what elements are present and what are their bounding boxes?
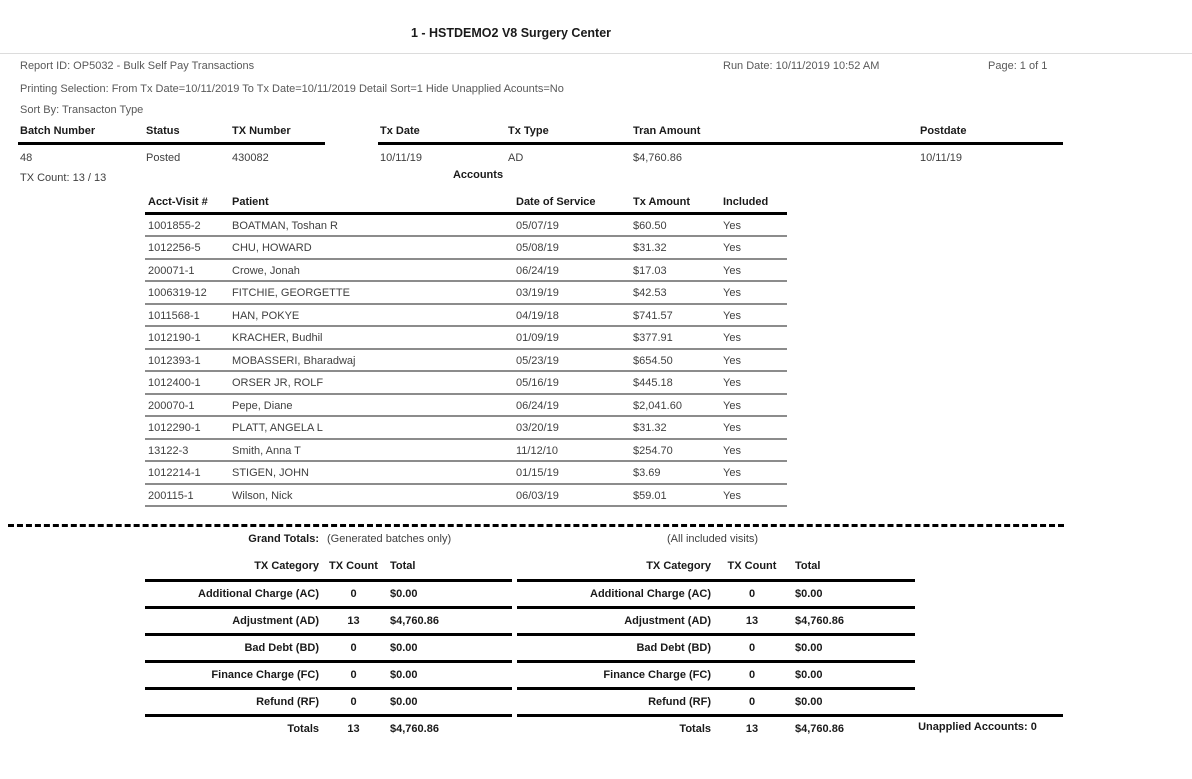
- tx-amount-cell: $31.32: [633, 422, 667, 434]
- included-cell: Yes: [723, 309, 741, 322]
- tran-amount-cell: $4,760.86: [633, 152, 682, 164]
- totals-count-cell: 13: [745, 723, 759, 735]
- tx-amount-cell: $60.50: [633, 219, 667, 232]
- date-of-service-cell: 05/16/19: [516, 377, 559, 389]
- unapplied-accounts-line: [880, 714, 1063, 717]
- tran-amount-header: Tran Amount: [633, 125, 701, 137]
- accounts-section-label: Accounts: [452, 169, 504, 181]
- date-of-service-cell: 06/24/19: [516, 399, 559, 412]
- date-of-service-cell: 05/23/19: [516, 354, 559, 367]
- totals-amount-cell: $4,760.86: [795, 723, 844, 735]
- included-totals-table: [517, 557, 915, 741]
- tx-category-cell: Adjustment (AD): [624, 615, 711, 627]
- tx-amount-cell: $31.32: [633, 242, 667, 254]
- date-of-service-cell: 01/09/19: [516, 332, 559, 344]
- table-row: [145, 440, 787, 463]
- tx-amount-cell: $3.69: [633, 467, 661, 479]
- date-of-service-header: Date of Service: [516, 196, 596, 208]
- tx-number-cell: 430082: [232, 152, 269, 164]
- unapplied-accounts: Unapplied Accounts: 0: [918, 721, 1037, 733]
- included-cell: Yes: [723, 219, 741, 232]
- patient-cell: BOATMAN, Toshan R: [232, 219, 338, 232]
- section-dashed-divider: [8, 524, 1064, 527]
- tx-count-cell: 0: [748, 696, 756, 708]
- tx-count-cell: 0: [350, 642, 357, 654]
- tx-type-header: Tx Type: [508, 125, 549, 137]
- accounts-rows: [145, 215, 787, 508]
- sort-by: Sort By: Transacton Type: [20, 104, 144, 116]
- totals-table-row: [517, 609, 915, 633]
- included-cell: Yes: [723, 444, 741, 457]
- table-row: [145, 350, 787, 373]
- included-cell: Yes: [723, 489, 741, 502]
- patient-cell: Wilson, Nick: [232, 489, 293, 502]
- total-cell: $0.00: [390, 669, 418, 681]
- patient-cell: CHU, HOWARD: [232, 242, 312, 254]
- accounts-table: [145, 195, 787, 507]
- totals-header-row: [517, 557, 915, 579]
- generated-batches-note: (Generated batches only): [327, 533, 452, 545]
- table-row: [145, 372, 787, 395]
- tx-category-cell: Bad Debt (BD): [244, 642, 319, 654]
- tx-amount-cell: $445.18: [633, 377, 673, 389]
- total-cell: $0.00: [795, 669, 823, 681]
- table-row: [145, 215, 787, 238]
- tx-amount-cell: $59.01: [633, 489, 667, 502]
- patient-cell: Crowe, Jonah: [232, 264, 300, 277]
- date-of-service-cell: 05/08/19: [516, 242, 559, 254]
- report-id: Report ID: OP5032 - Bulk Self Pay Transactions: [20, 60, 255, 72]
- page-number: Page: 1 of 1: [988, 60, 1048, 72]
- tx-category-cell: Refund (RF): [648, 696, 711, 708]
- status-header: Status: [146, 125, 180, 137]
- batch-header-underline-right: [378, 142, 1063, 145]
- totals-table-row: [145, 636, 512, 660]
- included-cell: Yes: [723, 242, 741, 254]
- tx-number-header: TX Number: [232, 125, 291, 137]
- total-cell: $0.00: [390, 642, 418, 654]
- batch-table: [20, 124, 1064, 165]
- patient-cell: Smith, Anna T: [232, 444, 301, 457]
- acct-visit-cell: 13122-3: [148, 444, 189, 457]
- table-row: [145, 260, 787, 283]
- tx-category-cell: Additional Charge (AC): [198, 588, 319, 600]
- totals-label-cell: Totals: [679, 723, 711, 735]
- patient-cell: KRACHER, Budhil: [232, 332, 323, 344]
- status-cell: Posted: [146, 152, 181, 164]
- tx-amount-cell: $741.57: [633, 309, 673, 322]
- totals-table-row: [517, 582, 915, 606]
- total-cell: $0.00: [390, 696, 418, 708]
- tx-amount-cell: $254.70: [633, 444, 673, 457]
- patient-cell: FITCHIE, GEORGETTE: [232, 287, 350, 299]
- tx-count-header: TX Count: [329, 560, 378, 572]
- header-divider: [0, 53, 1192, 54]
- all-included-visits-note: (All included visits): [667, 533, 759, 545]
- accounts-header-row: [145, 195, 787, 212]
- date-of-service-cell: 05/07/19: [516, 219, 559, 232]
- total-cell: $0.00: [795, 642, 823, 654]
- totals-table-row: [517, 636, 915, 660]
- total-cell: $0.00: [795, 588, 823, 600]
- tx-count-cell: 0: [350, 588, 357, 600]
- date-of-service-cell: 04/19/18: [516, 309, 559, 322]
- tx-type-cell: AD: [508, 152, 524, 164]
- date-of-service-cell: 11/12/10: [516, 444, 559, 457]
- acct-visit-cell: 1012214-1: [148, 467, 201, 479]
- batch-number-header: Batch Number: [20, 125, 96, 137]
- date-of-service-cell: 03/20/19: [516, 422, 559, 434]
- tx-category-header: TX Category: [254, 560, 319, 572]
- acct-visit-cell: 1012393-1: [148, 354, 201, 367]
- tx-count-cell: 0: [748, 588, 756, 600]
- printing-selection: Printing Selection: From Tx Date=10/11/2019 To Tx Date=10/11/2019 Detail Sort=1 Hide Unapplied Acounts=No: [20, 83, 564, 95]
- tx-amount-cell: $42.53: [633, 287, 667, 299]
- included-cell: Yes: [723, 422, 741, 434]
- patient-cell: Pepe, Diane: [232, 399, 293, 412]
- totals-summary-row: [145, 717, 512, 741]
- total-header: Total: [390, 560, 416, 572]
- tx-category-header: TX Category: [646, 560, 711, 572]
- acct-visit-cell: 1012290-1: [148, 422, 201, 434]
- date-of-service-cell: 06/03/19: [516, 489, 559, 502]
- tx-count-cell: 0: [748, 642, 756, 654]
- acct-visit-cell: 1012190-1: [148, 332, 201, 344]
- page-title: 1 - HSTDEMO2 V8 Surgery Center: [410, 26, 612, 40]
- tx-amount-cell: $2,041.60: [633, 399, 682, 412]
- table-row: [145, 417, 787, 440]
- total-header: Total: [795, 560, 821, 572]
- patient-cell: STIGEN, JOHN: [232, 467, 310, 479]
- grand-totals-label: Grand Totals:: [248, 533, 319, 545]
- patient-cell: MOBASSERI, Bharadwaj: [232, 354, 356, 367]
- tx-count-cell: 13: [347, 615, 360, 627]
- total-cell: $0.00: [795, 696, 823, 708]
- total-cell: $4,760.86: [795, 615, 844, 627]
- total-cell: $4,760.86: [390, 615, 439, 627]
- date-of-service-cell: 03/19/19: [516, 287, 559, 299]
- batch-number-cell: 48: [20, 152, 33, 164]
- tx-category-cell: Bad Debt (BD): [636, 642, 711, 654]
- tx-amount-header: Tx Amount: [633, 196, 691, 208]
- tx-date-cell: 10/11/19: [380, 152, 423, 164]
- tx-amount-cell: $377.91: [633, 332, 673, 344]
- included-header: Included: [723, 196, 769, 208]
- acct-visit-cell: 1006319-12: [148, 287, 207, 299]
- included-cell: Yes: [723, 264, 741, 277]
- tx-category-cell: Adjustment (AD): [232, 615, 319, 627]
- acct-visit-cell: 200071-1: [148, 264, 195, 277]
- table-row: [145, 237, 787, 260]
- totals-table-row: [145, 663, 512, 687]
- table-row: [145, 327, 787, 350]
- totals-table-row: [145, 609, 512, 633]
- patient-cell: PLATT, ANGELA L: [232, 422, 323, 434]
- table-row: [145, 282, 787, 305]
- tx-count-cell: 0: [350, 669, 357, 681]
- totals-header-row: [145, 557, 512, 579]
- totals-table-row: [517, 663, 915, 687]
- acct-visit-cell: 1001855-2: [148, 219, 201, 232]
- tx-count-cell: 0: [350, 696, 357, 708]
- acct-visit-cell: 200115-1: [148, 489, 194, 502]
- acct-visit-cell: 1011568-1: [148, 309, 200, 322]
- table-row: [145, 485, 787, 508]
- acct-visit-cell: 1012400-1: [148, 377, 201, 389]
- run-date: Run Date: 10/11/2019 10:52 AM: [723, 60, 880, 72]
- patient-header: Patient: [232, 196, 269, 208]
- postdate-header: Postdate: [920, 125, 967, 137]
- included-cell: Yes: [723, 399, 741, 412]
- table-row: [145, 462, 787, 485]
- tx-category-cell: Finance Charge (FC): [211, 669, 319, 681]
- patient-cell: ORSER JR, ROLF: [232, 377, 324, 389]
- totals-table-row: [517, 690, 915, 714]
- totals-count-cell: 13: [347, 723, 360, 735]
- included-cell: Yes: [723, 467, 741, 479]
- tx-date-header: Tx Date: [380, 125, 420, 137]
- totals-table-row: [145, 582, 512, 606]
- date-of-service-cell: 01/15/19: [516, 467, 559, 479]
- postdate-cell: 10/11/19: [920, 152, 963, 164]
- tx-count-cell: 0: [748, 669, 756, 681]
- totals-label-cell: Totals: [287, 723, 319, 735]
- acct-visit-header: Acct-Visit #: [148, 196, 208, 208]
- batch-header-row: [20, 124, 1064, 138]
- total-cell: $0.00: [390, 588, 418, 600]
- table-row: [145, 395, 787, 418]
- batch-row: [20, 151, 1064, 165]
- table-row: [145, 305, 787, 328]
- tx-category-cell: Additional Charge (AC): [590, 588, 711, 600]
- totals-table-row: [145, 690, 512, 714]
- batch-header-underline-left: [18, 142, 325, 145]
- date-of-service-cell: 06/24/19: [516, 264, 559, 277]
- tx-category-cell: Refund (RF): [256, 696, 319, 708]
- acct-visit-cell: 1012256-5: [148, 242, 201, 254]
- tx-category-cell: Finance Charge (FC): [603, 669, 711, 681]
- patient-cell: HAN, POKYE: [232, 309, 300, 322]
- totals-amount-cell: $4,760.86: [390, 723, 439, 735]
- included-cell: Yes: [723, 377, 741, 389]
- included-cell: Yes: [723, 287, 741, 299]
- included-cell: Yes: [723, 332, 741, 344]
- totals-summary-row: [517, 717, 915, 741]
- included-cell: Yes: [723, 354, 741, 367]
- tx-count-cell: 13: [745, 615, 759, 627]
- tx-count: TX Count: 13 / 13: [20, 172, 107, 184]
- tx-amount-cell: $17.03: [633, 264, 667, 277]
- tx-amount-cell: $654.50: [633, 354, 673, 367]
- generated-totals-table: [145, 557, 512, 741]
- tx-count-header: TX Count: [727, 560, 777, 572]
- acct-visit-cell: 200070-1: [148, 399, 195, 412]
